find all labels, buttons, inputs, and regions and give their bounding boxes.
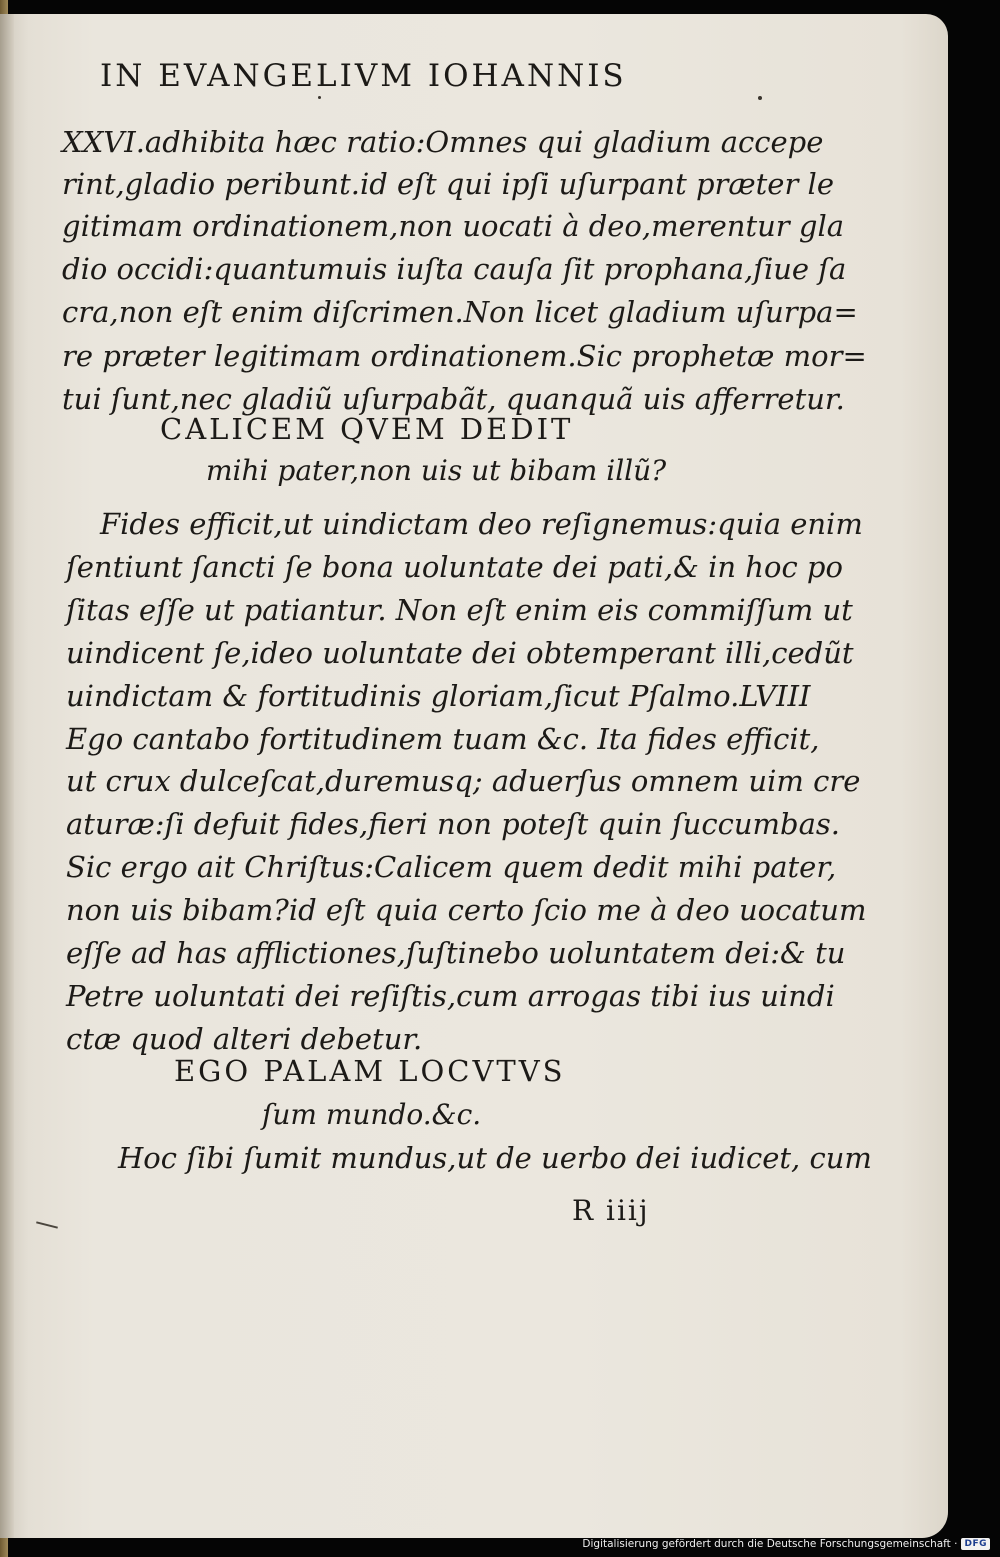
text-line: Petre uoluntati dei reſiſtis,cum arrogas tibi ius uindi (66, 979, 835, 1013)
text-line: Ego cantabo fortitudinem tuam &c. Ita fides efficit, (66, 722, 820, 756)
text-line: dio occidi:quantumuis iuſta cauſa ſit prophana,ſiue ſa (62, 252, 847, 286)
text-line: ctæ quod alteri debetur. (66, 1022, 423, 1056)
text-line: Sic ergo ait Chriſtus:Calicem quem dedit mihi pater, (66, 850, 837, 884)
paper-speck (318, 96, 321, 99)
text-line: Hoc ſibi ſumit mundus,ut de uerbo dei iudicet, cum (118, 1141, 872, 1175)
text-line: re præter legitimam ordinationem.Sic prophetæ mor= (62, 339, 867, 373)
signature-mark: R iiij (572, 1194, 650, 1227)
text-line: eſſe ad has afflictiones,ſuſtinebo uoluntatem dei:& tu (66, 936, 846, 970)
credit-text: Digitalisierung gefördert durch die Deutsche Forschungsgemeinschaft · (582, 1538, 958, 1550)
paper-scratch (36, 1221, 58, 1228)
text-line: XXVI.adhibita hæc ratio:Omnes qui gladium accepe (62, 125, 824, 159)
text-line: cra,non eſt enim diſcrimen.Non licet gladium uſurpa= (62, 295, 858, 329)
text-line: ſentiunt ſancti ſe bona uoluntate dei pati,& in hoc po (66, 550, 843, 584)
text-line: Fides efficit,ut uindictam deo reſignemus:quia enim (100, 507, 863, 541)
text-line: tui ſunt,nec gladiũ uſurpabãt, quanquã uis afferretur. (62, 382, 845, 416)
section-subheading: mihi pater,non uis ut bibam illũ? (206, 454, 667, 487)
book-page (0, 14, 948, 1538)
digitization-credit (582, 1535, 990, 1553)
running-head: IN EVANGELIVM IOHANNIS (100, 58, 627, 94)
paper-speck (758, 96, 762, 100)
text-line: gitimam ordinationem,non uocati à deo,merentur gla (62, 209, 845, 243)
text-line: ſitas eſſe ut patiantur. Non eſt enim eis commiſſum ut (66, 593, 853, 627)
text-line: non uis bibam?id eſt quia certo ſcio me à deo uocatum (66, 893, 867, 927)
section-heading: CALICEM QVEM DEDIT (160, 412, 574, 446)
text-line: uindicent ſe,ideo uoluntate dei obtemperant illi,cedũt (66, 636, 854, 670)
text-line: rint,gladio peribunt.id eſt qui ipſi uſurpant præter le (62, 167, 834, 201)
section-heading: EGO PALAM LOCVTVS (174, 1054, 566, 1088)
section-subheading: ſum mundo.&c. (262, 1098, 482, 1131)
text-line: aturæ:ſi defuit fides,fieri non poteſt quin ſuccumbas. (66, 807, 840, 841)
dfg-logo: DFG (961, 1538, 990, 1550)
text-line: uindictam & fortitudinis gloriam,ſicut Pſalmo.LVIII (66, 679, 811, 713)
text-line: ut crux dulceſcat,duremusq; aduerſus omnem uim cre (66, 764, 861, 798)
